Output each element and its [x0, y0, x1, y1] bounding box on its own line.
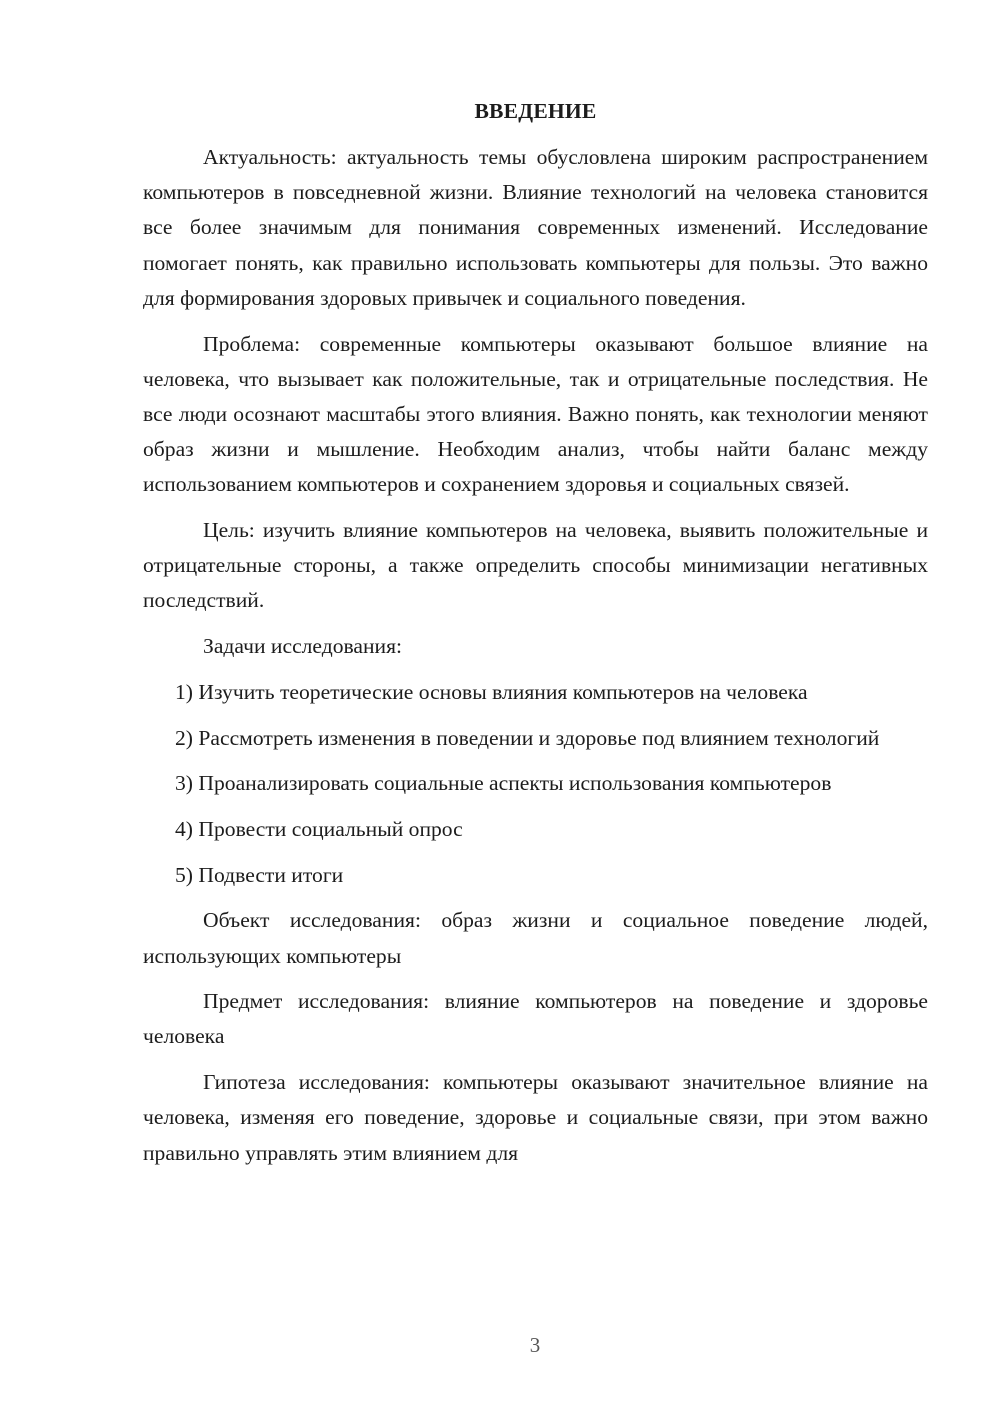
- object-paragraph: Объект исследования: образ жизни и социальное поведение людей, использующих компьютеры: [143, 908, 928, 968]
- task-item-2: 2) Рассмотреть изменения в поведении и здоровье под влиянием технологий: [175, 725, 880, 750]
- task-item-5: 5) Подвести итоги: [175, 862, 344, 887]
- document-body: [143, 94, 928, 1181]
- hypothesis-paragraph: Гипотеза исследования: компьютеры оказывают значительное влияние на человека, изменяя его поведение, здоровье и социальные связи, при этом важно правильно управлять этим влиянием для: [143, 1070, 928, 1165]
- problem-paragraph: Проблема: современные компьютеры оказывают большое влияние на человека, что вызывает как положительные, так и отрицательные последствия. Не все люди осознают масштабы этого влияния. Важно понять, как технологии меняют образ жизни и мышление. Необходим анализ, чтобы найти баланс между использованием компьютеров и сохранением здоровья и социальных связей.: [143, 331, 928, 497]
- section-title: ВВЕДЕНИЕ: [474, 99, 597, 123]
- task-item-4: 4) Провести социальный опрос: [175, 816, 463, 841]
- page-number: 3: [529, 1333, 541, 1357]
- tasks-heading: Задачи исследования:: [203, 634, 403, 659]
- task-item-3: 3) Проанализировать социальные аспекты использования компьютеров: [175, 771, 832, 796]
- subject-paragraph: Предмет исследования: влияние компьютеров на поведение и здоровье человека: [143, 989, 928, 1049]
- relevance-paragraph: Актуальность: актуальность темы обусловлена широким распространением компьютеров в повседневной жизни. Влияние технологий на человека становится все более значимым для понимания современных изменений. Исследование помогает понять, как правильно использовать компьютеры для пользы. Это важно для формирования здоровых привычек и социального поведения.: [143, 145, 928, 310]
- goal-paragraph: Цель: изучить влияние компьютеров на человека, выявить положительные и отрицательные стороны, а также определить способы минимизации негативных последствий.: [143, 518, 928, 613]
- task-item-1: 1) Изучить теоретические основы влияния компьютеров на человека: [175, 679, 808, 704]
